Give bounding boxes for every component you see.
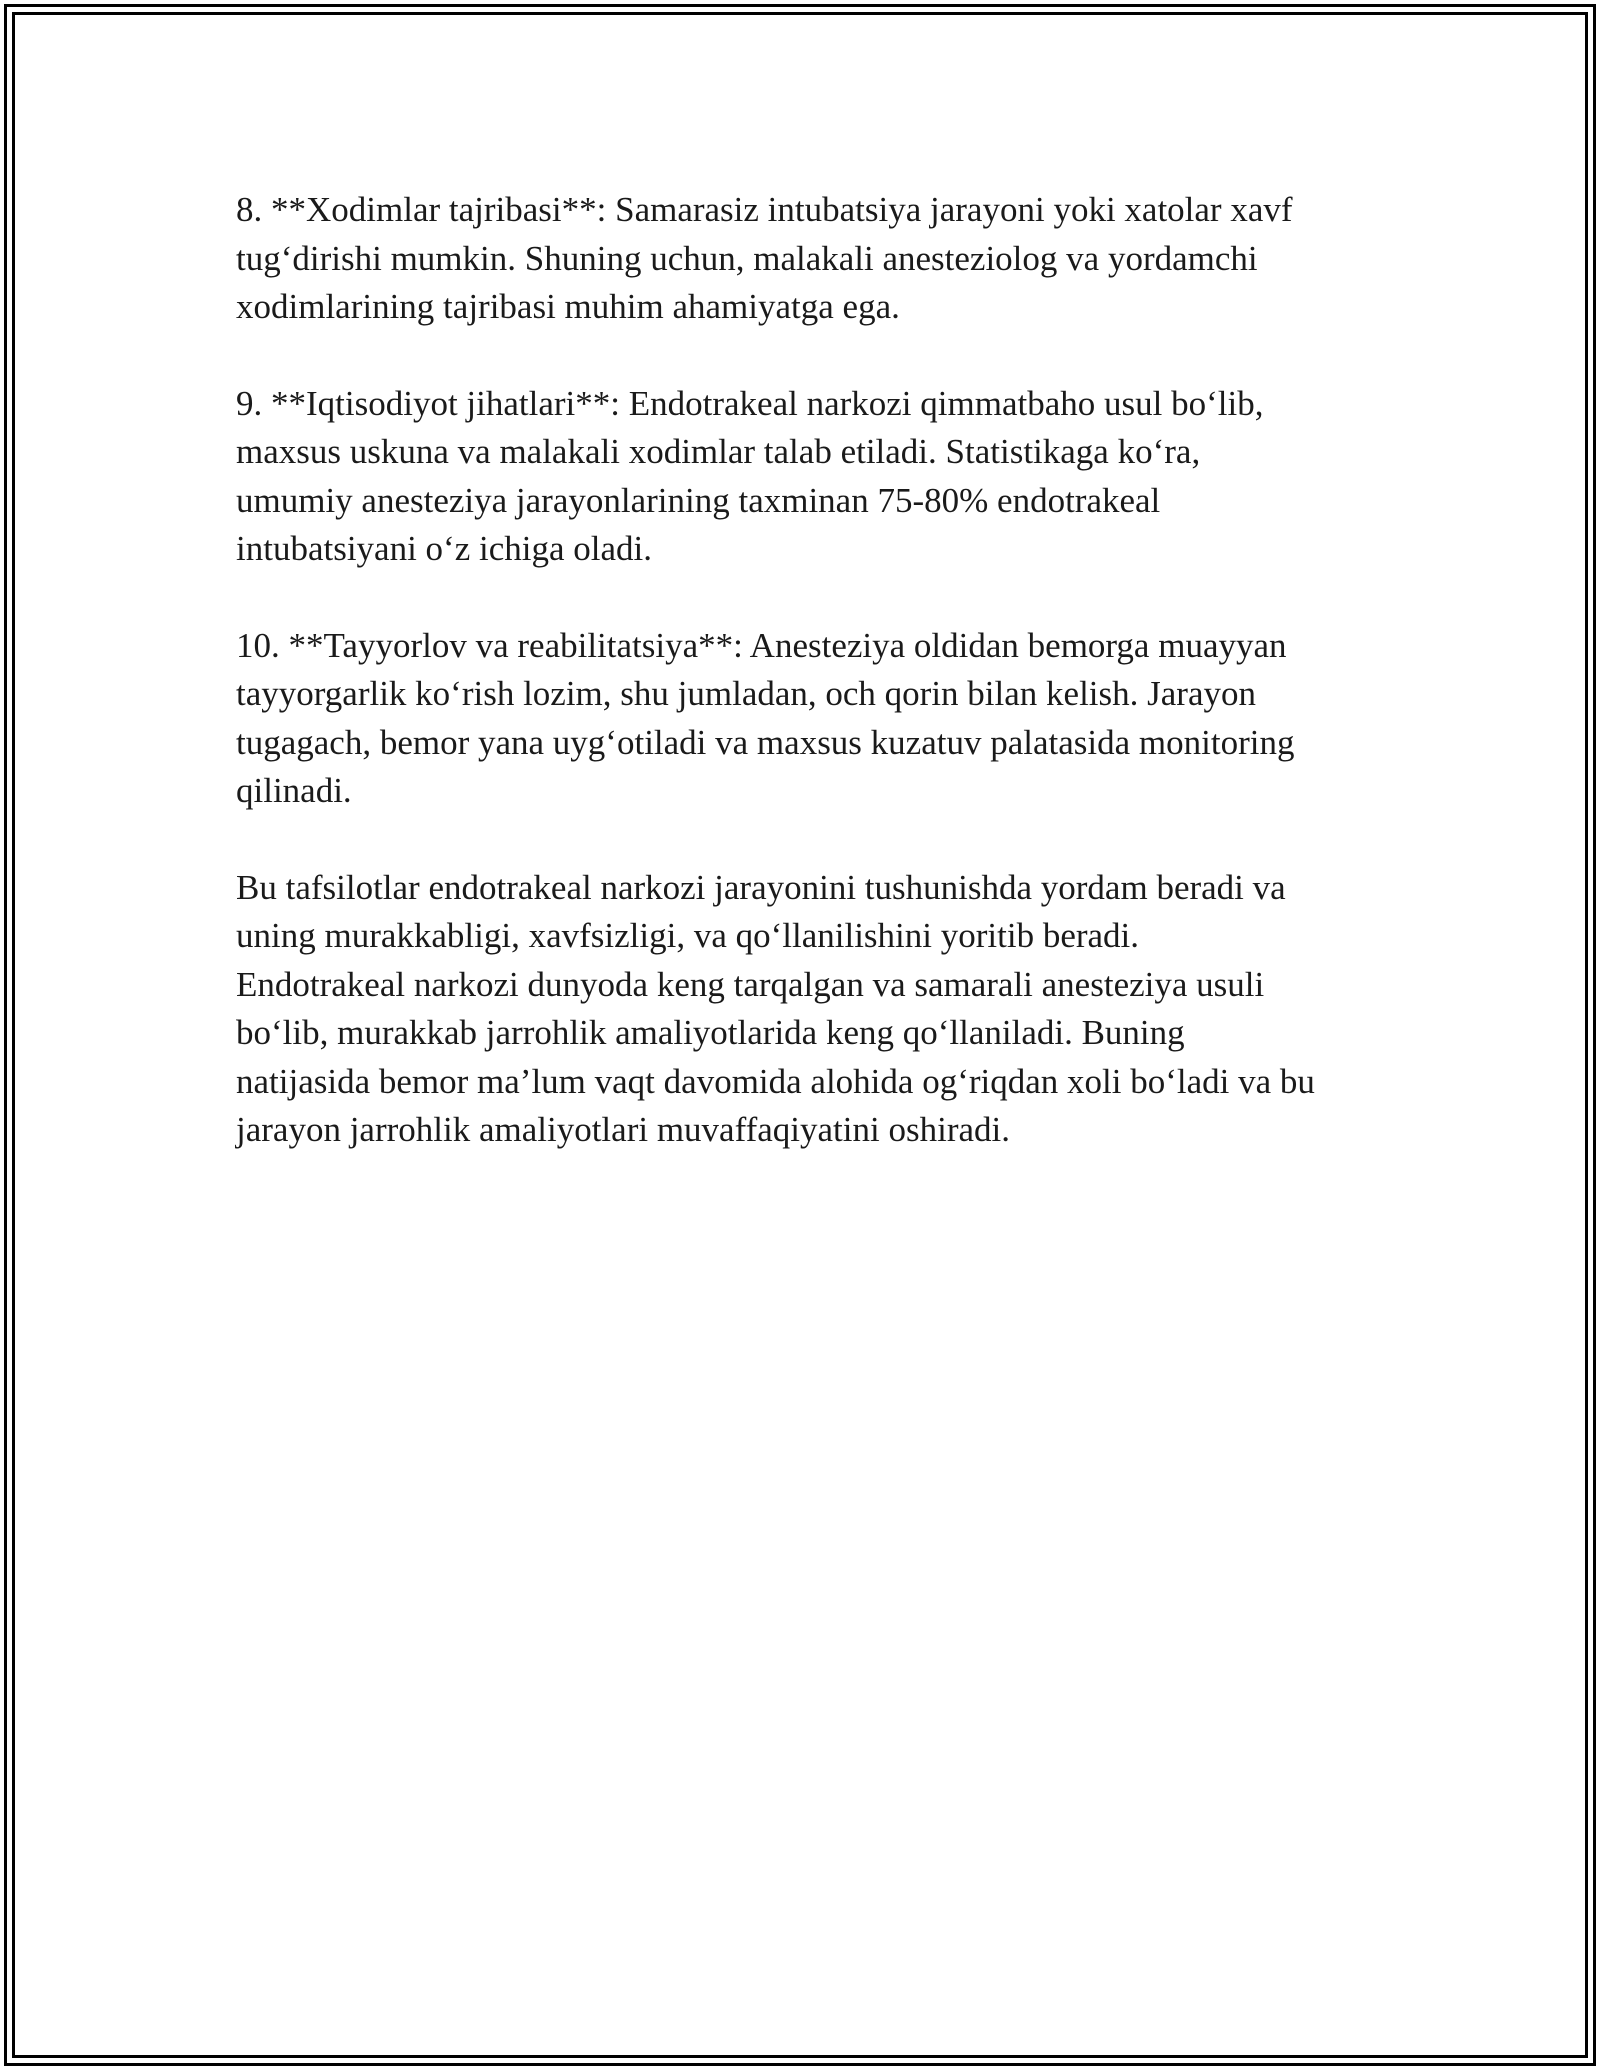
paragraph-conclusion: Bu tafsilotlar endotrakeal narkozi jarayonini tushunishda yordam beradi va uning murakkabligi, xavfsizligi, va qo‘llanilishini yoritib beradi. Endotrakeal narkozi dunyoda keng tarqalgan va samarali anesteziya usuli bo‘lib, murakkab jarrohlik amaliyotlarida keng qo‘llaniladi. Buning natijasida bemor ma’lum vaqt davomida alohida og‘riqdan xoli bo‘ladi va bu jarayon jarrohlik amaliyotlari muvaffaqiyatini oshiradi. [236, 867, 1315, 1149]
paragraph-preparation-rehabilitation: 10. **Tayyorlov va reabilitatsiya**: Anesteziya oldidan bemorga muayyan tayyorgarlik ko‘rish lozim, shu jumladan, och qorin bilan kelish. Jarayon tugagach, bemor yana uyg‘otiladi va maxsus kuzatuv palatasida monitoring qilinadi. [236, 625, 1295, 810]
document-body [236, 186, 1376, 1155]
paragraph-staff-experience: 8. **Xodimlar tajribasi**: Samarasiz intubatsiya jarayoni yoki xatolar xavf tug‘dirishi mumkin. Shuning uchun, malakali anesteziolog va yordamchi xodimlarining tajribasi muhim ahamiyatga ega. [236, 190, 1293, 326]
paragraph-economic-aspects: 9. **Iqtisodiyot jihatlari**: Endotrakeal narkozi qimmatbaho usul bo‘lib, maxsus uskuna va malakali xodimlar talab etiladi. Statistikaga ko‘ra, umumiy anesteziya jarayonlarining taxminan 75-80% endotrakeal intubatsiyani o‘z ichiga oladi. [236, 383, 1264, 568]
